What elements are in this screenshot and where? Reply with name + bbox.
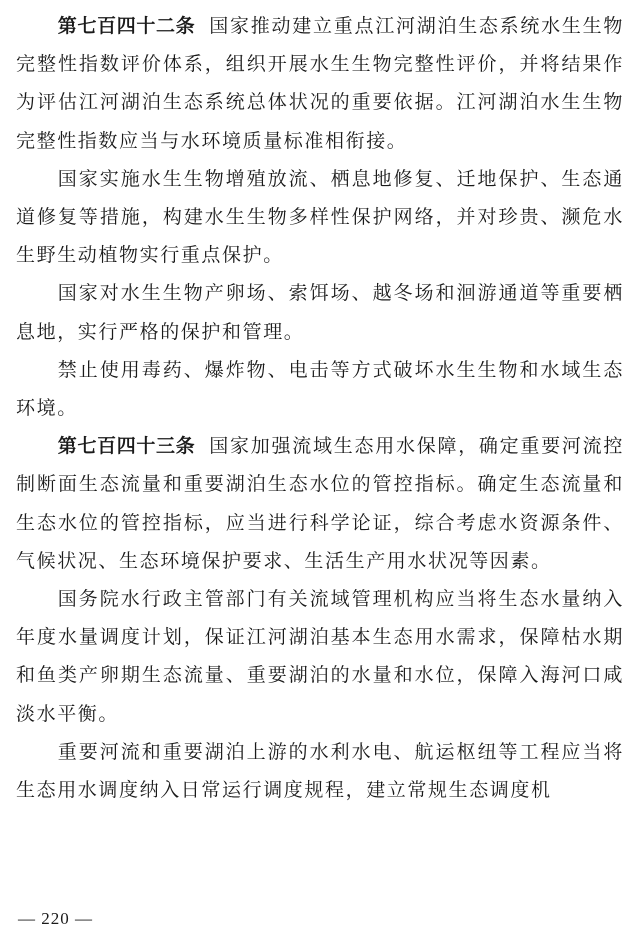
document-page: [16, 7, 624, 809]
article-742-paragraph-1: [16, 7, 624, 160]
page-number: — 220 —: [18, 909, 93, 928]
article-742-text-1: 国家推动建立重点江河湖泊生态系统水生生物完整性指数评价体系，组织开展水生生物完整性评价，并将结果作为评估江河湖泊生态系统总体状况的重要依据。江河湖泊水生生物完整性指数应当与水环境质量标准相衔接。: [16, 15, 624, 152]
article-742-paragraph-4: 禁止使用毒药、爆炸物、电击等方式破坏水生生物和水域生态环境。: [16, 358, 624, 420]
article-743-paragraph-3: 重要河流和重要湖泊上游的水利水电、航运枢纽等工程应当将生态用水调度纳入日常运行调度规程，建立常规生态调度机: [16, 740, 624, 802]
article-742-number: 第七百四十二条: [57, 15, 196, 37]
article-743-paragraph-1: [16, 427, 624, 580]
article-742-paragraph-3: 国家对水生生物产卵场、索饵场、越冬场和洄游通道等重要栖息地，实行严格的保护和管理。: [16, 282, 624, 343]
article-742-paragraph-2: 国家实施水生生物增殖放流、栖息地修复、迁地保护、生态通道修复等措施，构建水生生物多样性保护网络，并对珍贵、濒危水生野生动植物实行重点保护。: [16, 167, 624, 267]
article-743-text-1: 国家加强流域生态用水保障，确定重要河流控制断面生态流量和重要湖泊生态水位的管控指标。确定生态流量和生态水位的管控指标，应当进行科学论证，综合考虑水资源条件、气候状况、生态环境保护要求、生活生产用水状况等因素。: [16, 435, 624, 572]
article-743-number: 第七百四十三条: [57, 435, 196, 458]
article-743-paragraph-2: 国务院水行政主管部门有关流域管理机构应当将生态水量纳入年度水量调度计划，保证江河湖泊基本生态用水需求，保障枯水期和鱼类产卵期生态流量、重要湖泊的水量和水位，保障入海河口咸淡水平衡。: [16, 588, 624, 725]
